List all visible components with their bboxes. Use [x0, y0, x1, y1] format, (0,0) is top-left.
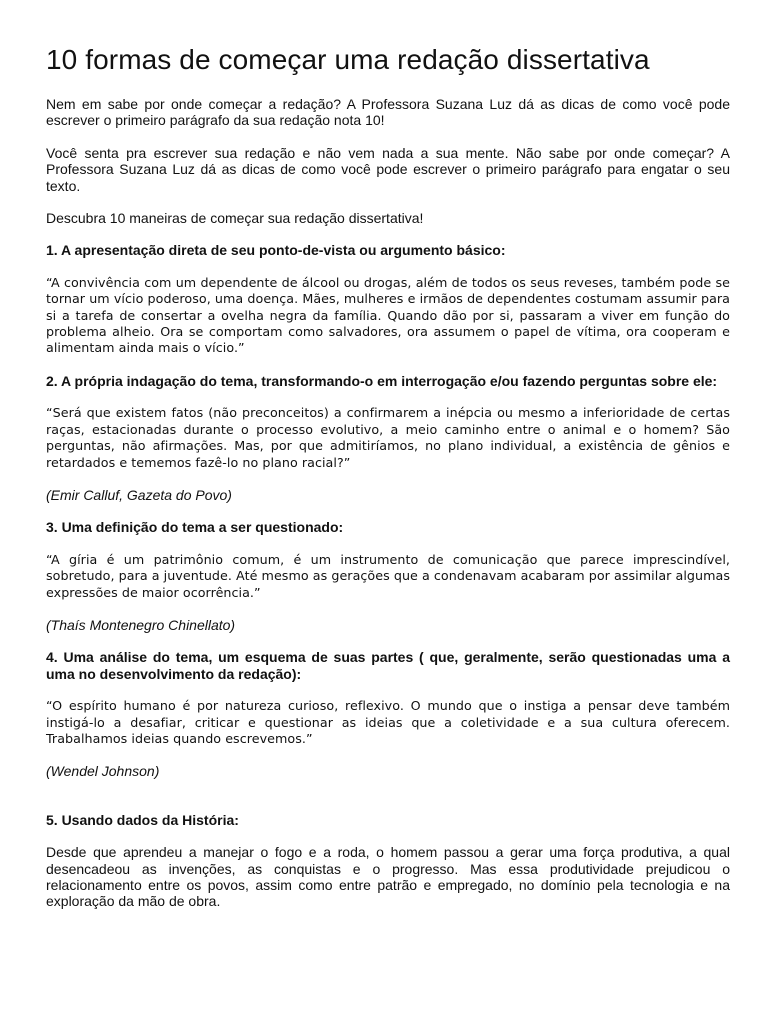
intro-paragraph: Você senta pra escrever sua redação e não vem nada a sua mente. Não sabe por onde começar? A Professora Suzana Luz dá as dicas de como você pode escrever o primeiro parágrafo para engatar o seu texto. [46, 144, 730, 194]
section-4-heading: 4. Uma análise do tema, um esquema de suas partes ( que, geralmente, serão questionadas uma a uma no desenvolvimento da redação): [46, 649, 730, 682]
section-3-citation: (Thaís Montenegro Chinellato) [46, 616, 236, 633]
page-title: 10 formas de começar uma redação dissertativa [46, 44, 650, 75]
section-3-heading: 3. Uma definição do tema a ser questionado: [46, 519, 344, 536]
section-1-quote: “A convivência com um dependente de álcool ou drogas, além de todos os seus reveses, também pode se tornar um vício poderoso, uma doença. Mães, mulheres e irmãos de dependentes costumam assumir para si a tarefa de consertar a ovelha negra da família. Quando dão por si, passaram a viver em função do problema alheio. Ora se comportam como salvadores, ora assumem o papel de vítima, ora cooperam e alimentam ainda mais o vício.” [46, 274, 730, 356]
section-3-quote: “A gíria é um patrimônio comum, é um instrumento de comunicação que parece imprescindível, sobretudo, para a juventude. Até mesmo as gerações que a condenavam acabaram por assimilar algumas expressões de maior ocorrência.” [46, 551, 730, 600]
section-2-heading: 2. A própria indagação do tema, transformando-o em interrogação e/ou fazendo perguntas sobre ele: [46, 372, 718, 389]
section-4-citation: (Wendel Johnson) [46, 763, 160, 780]
discover-paragraph: Descubra 10 maneiras de começar sua redação dissertativa! [46, 210, 424, 227]
section-1-heading: 1. A apresentação direta de seu ponto-de-vista ou argumento básico: [46, 242, 506, 259]
section-4-quote: “O espírito humano é por natureza curioso, reflexivo. O mundo que o instiga a pensar deve também instigá-lo a desafiar, criticar e questionar as ideias que a coletividade e a sua cultura oferecem. Trabalhamos ideias quando escrevemos.” [46, 698, 730, 746]
section-5-heading: 5. Usando dados da História: [46, 811, 239, 828]
lede-paragraph: Nem em sabe por onde começar a redação? A Professora Suzana Luz dá as dicas de como você pode escrever o primeiro parágrafo da sua redação nota 10! [46, 96, 730, 129]
section-2-citation: (Emir Calluf, Gazeta do Povo) [46, 486, 232, 503]
section-5-body: Desde que aprendeu a manejar o fogo e a roda, o homem passou a gerar uma força produtiva, a qual desencadeou as invenções, as conquistas e o progresso. Mas essa produtividade prejudicou o relacionamento entre os povos, assim como entre patrão e empregado, no domínio pela tecnologia e na exploração da mão de obra. [46, 844, 730, 910]
section-2-quote: “Será que existem fatos (não preconceitos) a confirmarem a inépcia ou mesmo a inferioridade de certas raças, estacionadas durante o processo evolutivo, a meio caminho entre o animal e o homem? São perguntas, não afirmações. Mas, por que admitiríamos, no plano individual, a existência de gênios e retardados e tememos fazê-lo no plano racial?” [46, 405, 730, 470]
